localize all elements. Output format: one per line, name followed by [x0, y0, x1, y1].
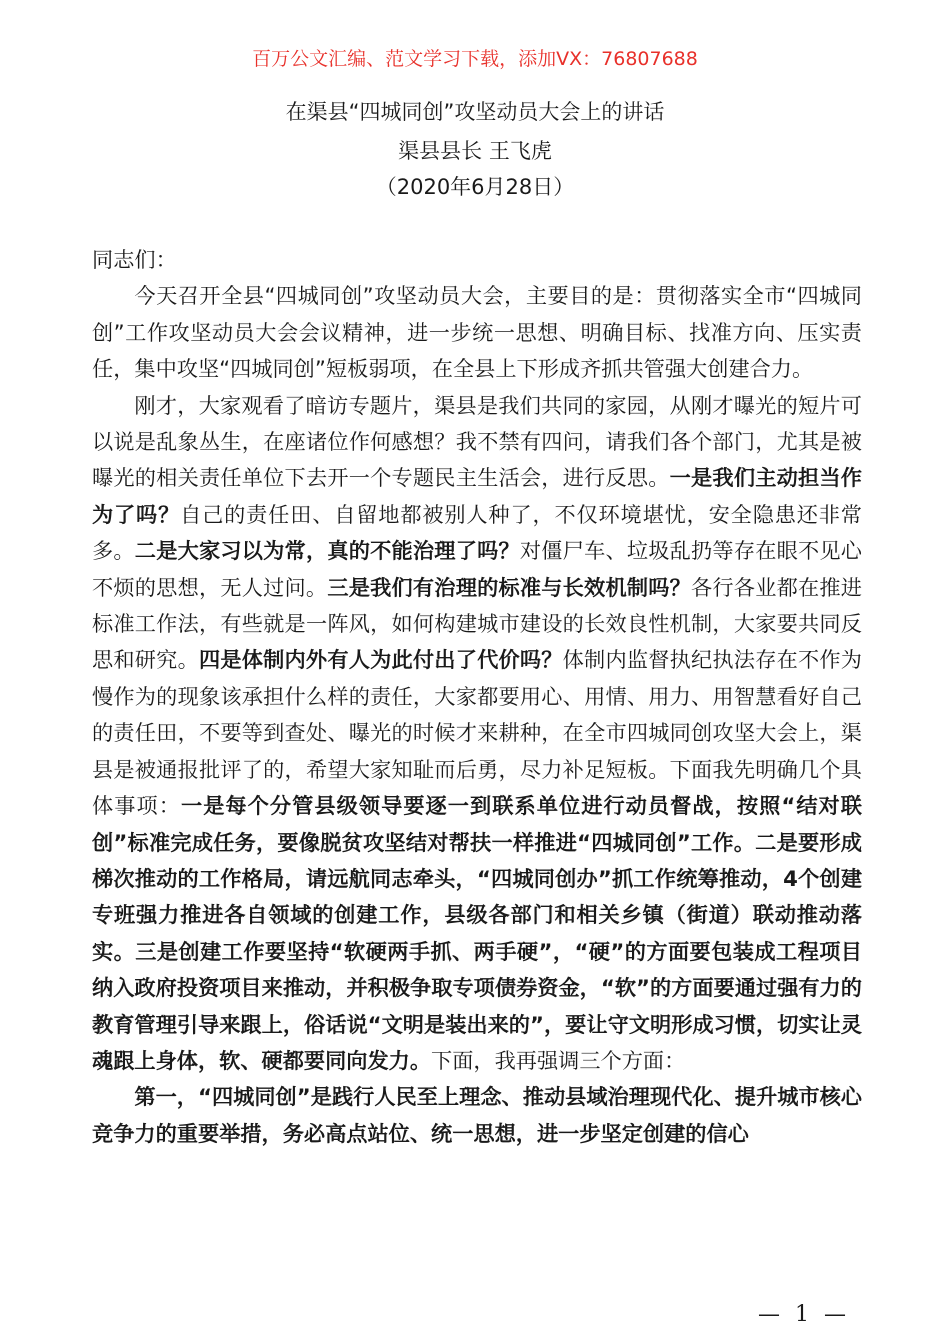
- p2-sentence-3: 对僵尸车、垃圾乱扔等存在眼不见心不烦的思想，无人过问。: [92, 538, 862, 600]
- speech-body: [92, 242, 862, 1152]
- page-number: — 1 —: [758, 1302, 850, 1327]
- p2-question-4: 四是体制内外有人为此付出了代价吗？: [198, 647, 563, 673]
- p2-bold-items: 一是每个分管县级领导要逐一到联系单位进行动员督战，按照“结对联创”标准完成任务，要像脱贫攻坚结对帮扶一样推进“四城同创”工作。二是要形成梯次推动的工作格局，请远航同志牵头，“四城同创办”抓工作统筹推动，4个创建专班强力推进各自领域的创建工作，县级各部门和相关乡镇（街道）联动推动落实。三是创建工作要坚持“软硬两手抓、两手硬”，“硬”的方面要包装成工程项目纳入政府投资项目来推动，并积极争取专项债券资金，“软”的方面要通过强有力的教育管理引导来跟上，俗话说“文明是装出来的”，要让守文明形成习惯，切实让灵魂跟上身体，软、硬都要同向发力。: [92, 793, 862, 1073]
- salutation: 同志们：: [92, 247, 177, 272]
- speech-title: 在渠县“四城同创”攻坚动员大会上的讲话: [285, 100, 665, 124]
- p2-question-2: 二是大家习以为常，真的不能治理了吗？: [134, 538, 520, 564]
- paragraph-2: [92, 388, 862, 1080]
- p2-sentence-4: 各行各业都在推进标准工作法，有些就是一阵风，如何构建城市建设的长效良性机制，大家要共同反思和研究。: [92, 574, 862, 673]
- p2-sentence-6: 下面，我再强调三个方面：: [431, 1047, 686, 1073]
- p3-bold: 第一，“四城同创”是践行人民至上理念、推动县域治理现代化、提升城市核心竞争力的重要举措，务必高点站位、统一思想，进一步坚定创建的信心: [92, 1084, 862, 1146]
- p2-question-3: 三是我们有治理的标准与长效机制吗？: [327, 574, 692, 600]
- p2-sentence-1: 刚才，大家观看了暗访专题片，渠县是我们共同的家园，从刚才曝光的短片可以说是乱象丛生，在座诸位作何感想？我不禁有四问，请我们各个部门，尤其是被曝光的相关责任单位下去开一个专题民主生活会，进行反思。: [92, 392, 862, 491]
- paragraph-3: [92, 1079, 862, 1152]
- speech-date: （2020年6月28日）: [375, 175, 575, 199]
- p2-sentence-5: 体制内监督执纪执法存在不作为慢作为的现象该承担什么样的责任，大家都要用心、用情、用力、用智慧看好自己的责任田，不要等到查处、曝光的时候才来耕种，在全市四城同创攻坚大会上，渠县是被通报批评了的，希望大家知耻而后勇，尽力补足短板。下面我先明确几个具体事项：: [92, 647, 862, 819]
- promo-banner: 百万公文汇编、范文学习下载，添加VX：76807688: [252, 48, 698, 70]
- paragraph-1: 今天召开全县“四城同创”攻坚动员大会，主要目的是：贯彻落实全市“四城同创”工作攻坚动员大会会议精神，进一步统一思想、明确目标、找准方向、压实责任，集中攻坚“四城同创”短板弱项，在全县上下形成齐抓共管强大创建合力。: [92, 283, 862, 382]
- p2-sentence-2: 自己的责任田、自留地都被别人种了，不仅环境堪忧，安全隐患还非常多。: [92, 501, 862, 564]
- p2-question-1: 一是我们主动担当作为了吗？: [92, 465, 862, 527]
- speech-author: 渠县县长 王飞虎: [398, 139, 552, 163]
